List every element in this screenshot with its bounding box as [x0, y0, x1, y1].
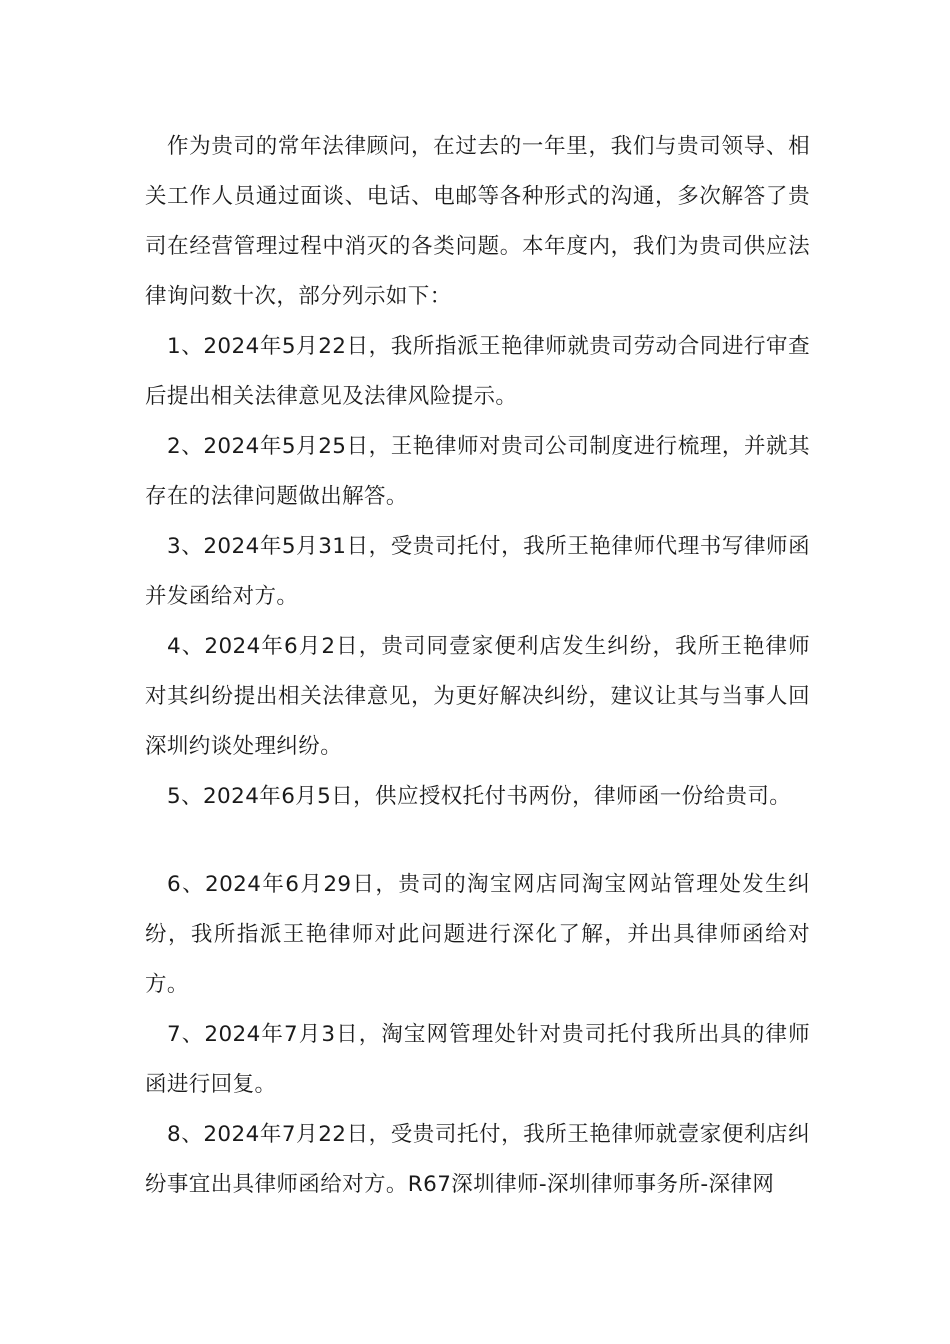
paragraph-item-5: 5、2024年6月5日，供应授权托付书两份，律师函一份给贵司。: [167, 784, 792, 809]
document-body: [145, 122, 810, 1210]
paragraph-item-6: 6、2024年6月29日，贵司的淘宝网店同淘宝网站管理处发生纠纷，我所指派王艳律师对此问题进行深化了解，并出具律师函给对方。: [145, 872, 810, 997]
paragraph-item-7: 7、2024年7月3日，淘宝网管理处针对贵司托付我所出具的律师函进行回复。: [145, 1022, 810, 1097]
paragraph-intro: 作为贵司的常年法律顾问，在过去的一年里，我们与贵司领导、相关工作人员通过面谈、电话、电邮等各种形式的沟通，多次解答了贵司在经营管理过程中消灭的各类问题。本年度内，我们为贵司供应法律询问数十次，部分列示如下：: [145, 134, 810, 309]
paragraph-spacer: [145, 822, 810, 860]
paragraph-item-1: 1、2024年5月22日，我所指派王艳律师就贵司劳动合同进行审查后提出相关法律意见及法律风险提示。: [145, 334, 810, 409]
paragraph-item-2: 2、2024年5月25日，王艳律师对贵司公司制度进行梳理，并就其存在的法律问题做出解答。: [145, 434, 810, 509]
paragraph-item-4: 4、2024年6月2日，贵司同壹家便利店发生纠纷，我所王艳律师对其纠纷提出相关法律意见，为更好解决纠纷，建议让其与当事人回深圳约谈处理纠纷。: [145, 634, 810, 759]
paragraph-item-8: 8、2024年7月22日，受贵司托付，我所王艳律师就壹家便利店纠纷事宜出具律师函给对方。R67深圳律师-深圳律师事务所-深律网: [145, 1122, 810, 1197]
paragraph-item-3: 3、2024年5月31日，受贵司托付，我所王艳律师代理书写律师函并发函给对方。: [145, 534, 810, 609]
